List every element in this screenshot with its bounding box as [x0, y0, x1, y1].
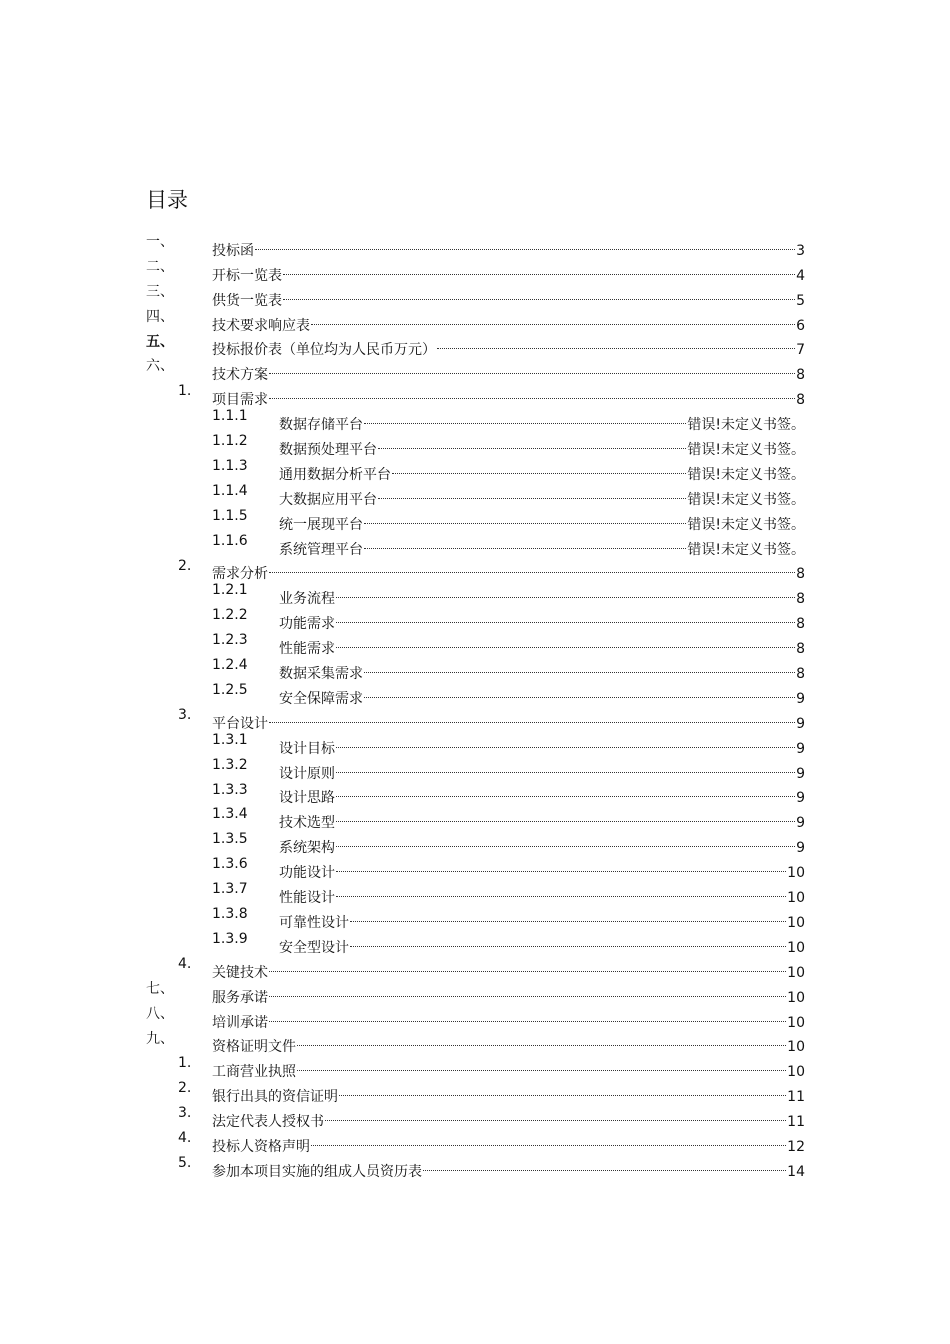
- toc-entry-page: 错误!未定义书签。: [687, 491, 805, 508]
- toc-entry[interactable]: [0, 628, 950, 658]
- toc-entry-page: 8: [796, 641, 805, 658]
- toc-entry-label[interactable]: 数据存储平台: [279, 417, 363, 434]
- toc-entry-number: 4.: [178, 955, 192, 972]
- dot-leader: [268, 952, 787, 977]
- toc-entry[interactable]: [0, 404, 950, 434]
- toc-entry-page: 错误!未定义书签。: [687, 417, 805, 434]
- toc-entry[interactable]: [0, 1101, 950, 1131]
- toc-entry-page: 14: [787, 1163, 805, 1180]
- dot-leader: [335, 728, 796, 753]
- toc-entry[interactable]: [0, 778, 950, 807]
- toc-entry[interactable]: [0, 977, 950, 1006]
- toc-entry-number: 九、: [146, 1030, 174, 1047]
- toc-entry-number: 2.: [178, 1080, 192, 1097]
- dot-leader: [363, 404, 687, 429]
- dot-leader: [363, 653, 796, 678]
- toc-entry-page: 9: [796, 790, 805, 807]
- toc-entry-label[interactable]: 大数据应用平台: [279, 491, 377, 508]
- table-of-contents: [0, 230, 950, 1180]
- toc-entry-number: 2.: [178, 557, 192, 574]
- dot-leader: [268, 379, 796, 404]
- toc-entry-page: 9: [796, 765, 805, 782]
- dot-leader: [363, 678, 796, 703]
- toc-entry-page: 6: [796, 317, 805, 334]
- dot-leader: [335, 852, 787, 877]
- dot-leader: [338, 1076, 787, 1101]
- dot-leader: [335, 827, 796, 852]
- toc-entry-page: 8: [796, 566, 805, 583]
- dot-leader: [335, 578, 796, 603]
- toc-entry[interactable]: [0, 603, 950, 633]
- toc-entry-number: 1.3.5: [212, 831, 248, 848]
- toc-entry-number: 1.2.5: [212, 682, 248, 699]
- toc-entry-number: 三、: [146, 283, 174, 300]
- toc-entry[interactable]: [0, 1151, 950, 1180]
- dot-leader: [296, 1051, 787, 1076]
- toc-entry-label[interactable]: 业务流程: [279, 591, 335, 608]
- toc-entry-label[interactable]: 开标一览表: [212, 267, 282, 284]
- toc-entry-label[interactable]: 投标报价表（单位均为人民币万元）: [212, 342, 436, 359]
- toc-entry-number: 1.3.4: [212, 806, 248, 823]
- toc-entry-label[interactable]: 通用数据分析平台: [279, 466, 391, 483]
- toc-entry-number: 1.3.3: [212, 781, 248, 798]
- toc-entry-number: 1.1.3: [212, 458, 248, 475]
- toc-entry[interactable]: [0, 678, 950, 707]
- toc-entry-label[interactable]: 安全型设计: [279, 939, 349, 956]
- toc-entry[interactable]: [0, 578, 950, 608]
- dot-leader: [310, 1126, 787, 1151]
- toc-entry[interactable]: [0, 753, 950, 782]
- toc-entry[interactable]: [0, 255, 950, 284]
- dot-leader: [282, 280, 796, 305]
- toc-entry-page: 错误!未定义书签。: [687, 442, 805, 459]
- toc-entry-page: 8: [796, 367, 805, 384]
- toc-entry-page: 9: [796, 815, 805, 832]
- toc-entry-number: 1.2.3: [212, 632, 248, 649]
- toc-entry[interactable]: [0, 529, 950, 558]
- toc-entry-number: 1.2.4: [212, 657, 248, 674]
- toc-entry-label[interactable]: 参加本项目实施的组成人员资历表: [212, 1163, 422, 1180]
- toc-entry-page: 11: [787, 1089, 805, 1106]
- dot-leader: [391, 454, 687, 479]
- toc-entry[interactable]: [0, 330, 950, 359]
- toc-entry[interactable]: [0, 379, 950, 409]
- toc-entry[interactable]: [0, 454, 950, 483]
- toc-entry-label[interactable]: 培训承诺: [212, 1014, 268, 1031]
- toc-entry-page: 12: [787, 1138, 805, 1155]
- toc-entry[interactable]: [0, 1076, 950, 1106]
- toc-entry-number: 六、: [146, 358, 174, 375]
- toc-entry[interactable]: [0, 305, 950, 334]
- toc-entry-page: 10: [787, 865, 805, 882]
- toc-entry-label[interactable]: 性能设计: [279, 890, 335, 907]
- toc-entry-page: 8: [796, 591, 805, 608]
- toc-entry-number: 八、: [146, 1005, 174, 1022]
- toc-entry-label[interactable]: 技术选型: [279, 815, 335, 832]
- toc-entry-number: 1.3.9: [212, 930, 248, 947]
- toc-entry-page: 错误!未定义书签。: [687, 466, 805, 483]
- toc-entry-label[interactable]: 设计思路: [279, 790, 335, 807]
- toc-entry-page: 10: [787, 914, 805, 931]
- toc-entry-page: 3: [796, 242, 805, 259]
- toc-entry-label[interactable]: 需求分析: [212, 566, 268, 583]
- toc-entry-page: 7: [796, 342, 805, 359]
- toc-entry-label[interactable]: 数据预处理平台: [279, 442, 377, 459]
- toc-entry[interactable]: [0, 1051, 950, 1081]
- toc-entry-label[interactable]: 法定代表人授权书: [212, 1114, 324, 1131]
- toc-entry-number: 1.1.6: [212, 532, 248, 549]
- toc-entry-label[interactable]: 服务承诺: [212, 989, 268, 1006]
- toc-entry-number: 3.: [178, 1105, 192, 1122]
- toc-entry-label[interactable]: 项目需求: [212, 392, 268, 409]
- toc-entry-label[interactable]: 技术方案: [212, 367, 268, 384]
- toc-entry-page: 8: [796, 616, 805, 633]
- toc-entry-label[interactable]: 系统架构: [279, 840, 335, 857]
- toc-entry-number: 1.3.2: [212, 756, 248, 773]
- toc-entry-label[interactable]: 供货一览表: [212, 292, 282, 309]
- toc-entry-number: 1.1.4: [212, 482, 248, 499]
- dot-leader: [349, 902, 787, 927]
- toc-entry-page: 11: [787, 1114, 805, 1131]
- toc-entry[interactable]: [0, 927, 950, 956]
- toc-entry-page: 10: [787, 939, 805, 956]
- dot-leader: [324, 1101, 787, 1126]
- dot-leader: [335, 802, 796, 827]
- toc-entry[interactable]: [0, 554, 950, 583]
- toc-entry-number: 1.3.6: [212, 856, 248, 873]
- toc-entry[interactable]: [0, 728, 950, 757]
- toc-entry-number: 1.1.1: [212, 408, 248, 425]
- toc-entry-number: 二、: [146, 258, 174, 275]
- dot-leader: [335, 753, 796, 778]
- toc-entry-label[interactable]: 投标人资格声明: [212, 1138, 310, 1155]
- toc-entry-number: 1.1.5: [212, 507, 248, 524]
- dot-leader: [296, 1027, 787, 1052]
- toc-entry-label[interactable]: 功能设计: [279, 865, 335, 882]
- toc-entry-page: 8: [796, 666, 805, 683]
- toc-entry-number: 1.: [178, 383, 192, 400]
- dot-leader: [363, 504, 687, 529]
- toc-entry-label[interactable]: 统一展现平台: [279, 516, 363, 533]
- toc-entry-label[interactable]: 可靠性设计: [279, 914, 349, 931]
- toc-entry-page: 9: [796, 840, 805, 857]
- toc-entry-number: 1.3.7: [212, 881, 248, 898]
- toc-entry-number: 1.2.1: [212, 582, 248, 599]
- toc-entry[interactable]: [0, 479, 950, 508]
- toc-entry-page: 10: [787, 1039, 805, 1056]
- toc-entry-page: 5: [796, 292, 805, 309]
- toc-entry-page: 9: [796, 715, 805, 732]
- toc-entry-line[interactable]: [212, 1151, 805, 1185]
- toc-entry-label[interactable]: 资格证明文件: [212, 1039, 296, 1056]
- toc-entry[interactable]: [0, 802, 950, 832]
- toc-entry[interactable]: [0, 952, 950, 981]
- toc-entry-number: 3.: [178, 706, 192, 723]
- dot-leader: [335, 778, 796, 803]
- dot-leader: [335, 603, 796, 628]
- dot-leader: [268, 703, 796, 728]
- toc-entry-page: 10: [787, 989, 805, 1006]
- toc-entry-page: 10: [787, 890, 805, 907]
- toc-entry[interactable]: [0, 354, 950, 384]
- toc-entry[interactable]: [0, 280, 950, 309]
- toc-entry-label[interactable]: 数据采集需求: [279, 666, 363, 683]
- toc-entry-number: 四、: [146, 308, 174, 325]
- dot-leader: [422, 1151, 787, 1176]
- toc-entry-label[interactable]: 平台设计: [212, 715, 268, 732]
- toc-entry-page: 9: [796, 740, 805, 757]
- toc-entry-label[interactable]: 投标函: [212, 242, 254, 259]
- dot-leader: [282, 255, 796, 280]
- toc-entry[interactable]: [0, 877, 950, 907]
- toc-entry-label[interactable]: 功能需求: [279, 616, 335, 633]
- toc-entry[interactable]: [0, 827, 950, 857]
- toc-entry-number: 1.2.2: [212, 607, 248, 624]
- toc-entry-number: 4.: [178, 1130, 192, 1147]
- dot-leader: [335, 628, 796, 653]
- dot-leader: [268, 554, 796, 579]
- toc-entry-number: 1.3.8: [212, 906, 248, 923]
- toc-entry-page: 错误!未定义书签。: [687, 541, 805, 558]
- toc-entry[interactable]: [0, 653, 950, 683]
- dot-leader: [310, 305, 796, 330]
- toc-entry[interactable]: [0, 230, 950, 259]
- toc-entry-page: 9: [796, 690, 805, 707]
- dot-leader: [335, 877, 787, 902]
- toc-entry-number: 5.: [178, 1154, 192, 1171]
- dot-leader: [268, 1002, 787, 1027]
- dot-leader: [349, 927, 787, 952]
- toc-entry[interactable]: [0, 1002, 950, 1031]
- toc-entry-page: 错误!未定义书签。: [687, 516, 805, 533]
- toc-entry[interactable]: [0, 852, 950, 882]
- toc-entry-page: 10: [787, 1014, 805, 1031]
- toc-entry-page: 10: [787, 964, 805, 981]
- toc-entry-number: 1.3.1: [212, 731, 248, 748]
- toc-entry[interactable]: [0, 504, 950, 533]
- toc-entry-label[interactable]: 系统管理平台: [279, 541, 363, 558]
- toc-entry-label[interactable]: 关键技术: [212, 964, 268, 981]
- toc-entry-label[interactable]: 银行出具的资信证明: [212, 1089, 338, 1106]
- toc-entry[interactable]: [0, 1027, 950, 1056]
- dot-leader: [377, 429, 687, 454]
- toc-entry-page: 10: [787, 1064, 805, 1081]
- toc-entry-page: 4: [796, 267, 805, 284]
- toc-entry-label[interactable]: 安全保障需求: [279, 690, 363, 707]
- toc-entry[interactable]: [0, 703, 950, 732]
- dot-leader: [254, 230, 796, 255]
- toc-entry-label[interactable]: 设计目标: [279, 740, 335, 757]
- dot-leader: [377, 479, 687, 504]
- dot-leader: [268, 977, 787, 1002]
- toc-entry-number: 1.: [178, 1055, 192, 1072]
- toc-entry-label[interactable]: 工商营业执照: [212, 1064, 296, 1081]
- toc-entry[interactable]: [0, 902, 950, 931]
- dot-leader: [363, 529, 687, 554]
- toc-entry-page: 8: [796, 392, 805, 409]
- toc-entry-number: 五、: [146, 333, 174, 350]
- dot-leader: [268, 354, 796, 379]
- dot-leader: [436, 330, 796, 355]
- toc-entry-number: 七、: [146, 980, 174, 997]
- toc-entry[interactable]: [0, 1126, 950, 1155]
- toc-entry-number: 一、: [146, 234, 174, 250]
- toc-entry-number: 1.1.2: [212, 433, 248, 450]
- toc-entry-label[interactable]: 设计原则: [279, 765, 335, 782]
- toc-title: 目录: [146, 188, 188, 212]
- toc-entry-label[interactable]: 性能需求: [279, 641, 335, 658]
- toc-entry-label[interactable]: 技术要求响应表: [212, 317, 310, 334]
- toc-entry[interactable]: [0, 429, 950, 459]
